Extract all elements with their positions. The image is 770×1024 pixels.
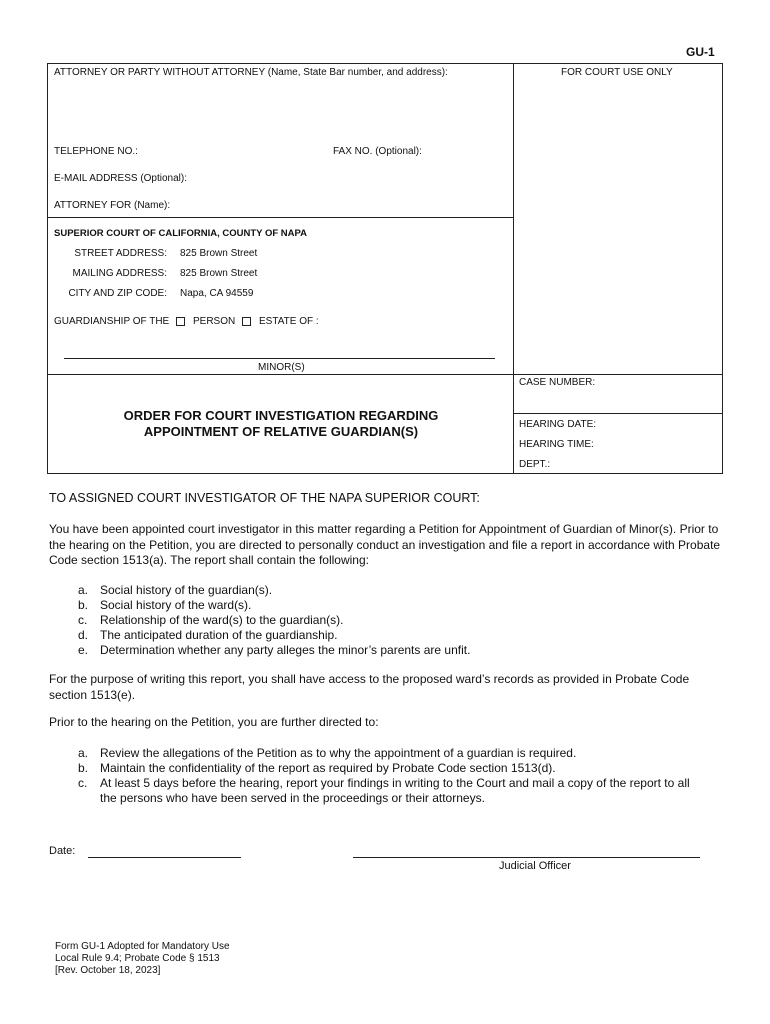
- street-address-label: STREET ADDRESS:: [74, 248, 167, 259]
- list-item-text: Social history of the guardian(s).: [100, 583, 273, 597]
- person-checkbox[interactable]: [176, 317, 185, 326]
- email-label[interactable]: E-MAIL ADDRESS (Optional):: [54, 173, 188, 184]
- intro-paragraph: You have been appointed court investigator in this matter regarding a Petition for Appointment of Guardian of Minor(s). Prior to the hearing on the Petition, you are directed to personally conduct an investigation and file a report in accordance with Probate Code section 1513(a). The report shall contain the following:: [49, 522, 721, 567]
- list-marker: c.: [78, 776, 88, 790]
- list-item-text: Maintain the confidentiality of the report as required by Probate Code section 1513(d).: [100, 761, 556, 775]
- list-marker: a.: [78, 746, 89, 760]
- court-name: SUPERIOR COURT OF CALIFORNIA, COUNTY OF NAPA: [54, 228, 307, 239]
- list-item-text: Review the allegations of the Petition as to why the appointment of a guardian is required.: [100, 746, 577, 760]
- guardianship-label: GUARDIANSHIP OF THE: [54, 316, 170, 327]
- date-field-line[interactable]: [88, 857, 241, 858]
- person-label: PERSON: [193, 316, 236, 327]
- court-use-label: FOR COURT USE ONLY: [561, 67, 673, 78]
- form-title: [48, 408, 514, 440]
- list-item: [78, 776, 708, 806]
- street-address-value: 825 Brown Street: [180, 248, 258, 259]
- footer-line1: Form GU-1 Adopted for Mandatory Use: [55, 941, 230, 952]
- estate-checkbox[interactable]: [242, 317, 251, 326]
- list-item-text: Relationship of the ward(s) to the guardian(s).: [100, 613, 344, 627]
- dept-label[interactable]: DEPT.:: [519, 459, 551, 470]
- hearing-time-label[interactable]: HEARING TIME:: [519, 439, 594, 450]
- date-label: Date:: [49, 845, 76, 857]
- hearing-date-label[interactable]: HEARING DATE:: [519, 419, 597, 430]
- form-title-line2: APPOINTMENT OF RELATIVE GUARDIAN(S): [143, 424, 419, 439]
- minor-name-line[interactable]: [64, 358, 495, 359]
- list-item: [78, 628, 718, 643]
- case-number-divider: [513, 413, 723, 414]
- judicial-officer-label: Judicial Officer: [499, 860, 571, 872]
- list-item-text: The anticipated duration of the guardianship.: [100, 628, 338, 642]
- further-directed-paragraph: Prior to the hearing on the Petition, you are further directed to:: [49, 715, 379, 729]
- caption-divider-title: [47, 374, 723, 375]
- list-item-text: Social history of the ward(s).: [100, 598, 252, 612]
- mailing-address-value: 825 Brown Street: [180, 268, 258, 279]
- footer-line3: [Rev. October 18, 2023]: [55, 965, 161, 976]
- list-marker: a.: [78, 583, 89, 597]
- access-paragraph: For the purpose of writing this report, you shall have access to the proposed ward’s records as provided in Probate Code section 1513(e).: [49, 672, 690, 702]
- list-marker: c.: [78, 613, 88, 627]
- telephone-label[interactable]: TELEPHONE NO.:: [54, 146, 138, 157]
- list-item: [78, 613, 718, 628]
- list-item: [78, 643, 718, 658]
- form-footer: [55, 941, 230, 977]
- form-title-line1: ORDER FOR COURT INVESTIGATION REGARDING: [123, 408, 439, 423]
- report-items-list: [78, 583, 718, 658]
- footer-line2: Local Rule 9.4; Probate Code § 1513: [55, 953, 220, 964]
- city-zip-label: CITY AND ZIP CODE:: [68, 288, 167, 299]
- judicial-officer-signature-line[interactable]: [353, 857, 700, 858]
- minor-label: MINOR(S): [258, 362, 305, 373]
- estate-label: ESTATE OF :: [259, 316, 319, 327]
- list-marker: b.: [78, 598, 89, 612]
- mailing-address-label: MAILING ADDRESS:: [72, 268, 167, 279]
- attorney-label: ATTORNEY OR PARTY WITHOUT ATTORNEY (Name, State Bar number, and address):: [54, 67, 448, 78]
- fax-label[interactable]: FAX NO. (Optional):: [333, 146, 422, 157]
- case-number-label[interactable]: CASE NUMBER:: [519, 377, 596, 388]
- form-number: GU-1: [686, 45, 715, 59]
- list-marker: b.: [78, 761, 89, 775]
- list-item: [78, 598, 718, 613]
- list-item-text: Determination whether any party alleges the minor’s parents are unfit.: [100, 643, 471, 657]
- list-marker: d.: [78, 628, 89, 642]
- attorney-section-divider: [47, 217, 513, 218]
- list-item-text: At least 5 days before the hearing, report your findings in writing to the Court and mail a copy of the report to all the persons who have been served in the proceedings or their attorneys.: [100, 776, 690, 805]
- directive-items-list: [78, 746, 708, 806]
- list-item: [78, 746, 708, 761]
- city-zip-value: Napa, CA 94559: [180, 288, 254, 299]
- addressee-heading: TO ASSIGNED COURT INVESTIGATOR OF THE NAPA SUPERIOR COURT:: [49, 491, 480, 505]
- list-item: [78, 583, 718, 598]
- attorney-for-label[interactable]: ATTORNEY FOR (Name):: [54, 200, 171, 211]
- list-item: [78, 761, 708, 776]
- list-marker: e.: [78, 643, 89, 657]
